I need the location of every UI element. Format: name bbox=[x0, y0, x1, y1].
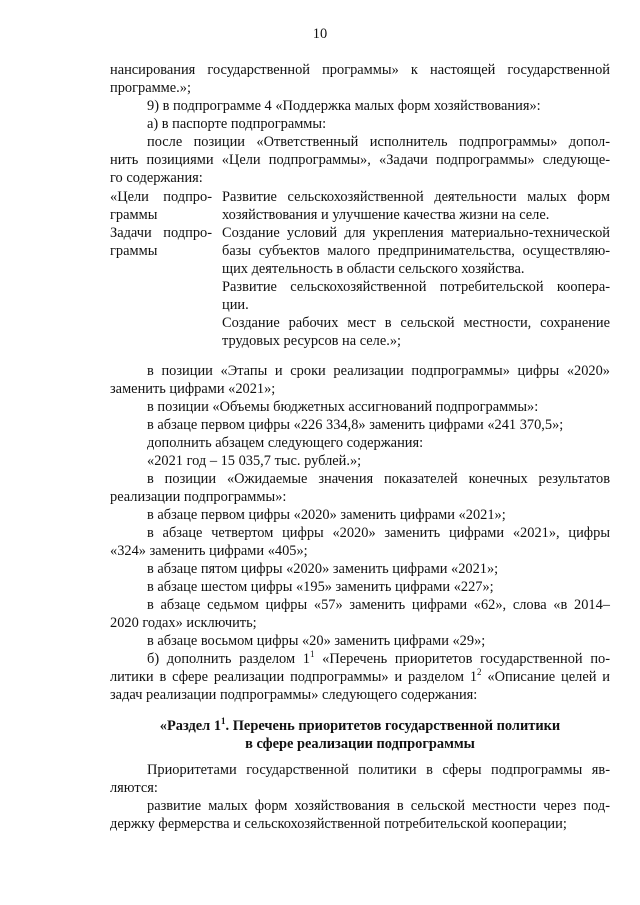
text-line: после позиции «Ответственный исполнитель подпрограммы» допол- bbox=[147, 134, 610, 150]
text-line: в абзаце первом цифры «226 334,8» заменить цифрами «241 370,5»; bbox=[147, 417, 564, 433]
text-line: в позиции «Этапы и сроки реализации подпрограммы» цифры «2020» bbox=[147, 363, 610, 379]
table-text: Развитие сельскохозяйственной деятельности малых форм bbox=[222, 189, 610, 205]
text-line: развитие малых форм хозяйствования в сельской местности через под- bbox=[147, 798, 610, 814]
text-line: в абзаце четвертом цифры «2020» заменить цифрами «2021», цифры bbox=[147, 525, 610, 541]
table-label: граммы bbox=[110, 243, 158, 259]
table-text: Создание рабочих мест в сельской местности, сохранение bbox=[222, 315, 610, 331]
table-label: Задачи подпро- bbox=[110, 225, 212, 241]
table-text: базы субъектов малого предпринимательства, осуществляю- bbox=[222, 243, 610, 259]
table-text: Развитие сельскохозяйственной потребительской коопера- bbox=[222, 279, 610, 295]
text-line: а) в паспорте подпрограммы: bbox=[147, 116, 327, 132]
text-line: «324» заменить цифрами «405»; bbox=[110, 543, 308, 559]
text-line: литики в сфере реализации подпрограммы» и разделом $1^2$ «Описание целей и bbox=[110, 667, 610, 685]
table-text: Создание условий для укрепления материально-технической bbox=[222, 225, 610, 241]
text-line: заменить цифрами «2021»; bbox=[110, 381, 276, 397]
table-text: ции. bbox=[222, 297, 249, 313]
text-line: в абзаце пятом цифры «2020» заменить цифрами «2021»; bbox=[147, 561, 499, 577]
table-text: щих деятельность в области сельского хозяйства. bbox=[222, 261, 525, 277]
table-label: «Цели подпро- bbox=[110, 189, 212, 205]
page-number: 10 bbox=[312, 26, 328, 42]
table-text: хозяйствования и улучшение качества жизни на селе. bbox=[222, 207, 550, 223]
section-heading: «Раздел $1^1$. Перечень приоритетов государственной политики bbox=[159, 716, 561, 734]
table-label: граммы bbox=[110, 207, 158, 223]
section-heading-line-2: в сфере реализации подпрограммы bbox=[245, 736, 475, 752]
text-line: программе.»; bbox=[110, 80, 191, 96]
text-line: 2020 годах» исключить; bbox=[110, 615, 257, 631]
text-line: держку фермерства и сельскохозяйственной потребительской кооперации; bbox=[110, 816, 567, 832]
table-text: трудовых ресурсов на селе.»; bbox=[222, 333, 402, 349]
text-line: в абзаце первом цифры «2020» заменить цифрами «2021»; bbox=[147, 507, 506, 523]
text-line: в абзаце восьмом цифры «20» заменить цифрами «29»; bbox=[147, 633, 486, 649]
text-line: нить позициями «Цели подпрограммы», «Задачи подпрограммы» следующе- bbox=[110, 152, 610, 168]
text-line: в абзаце седьмом цифры «57» заменить цифрами «62», слова «в 2014– bbox=[147, 597, 610, 613]
text-line: нансирования государственной программы» к настоящей государственной bbox=[110, 62, 610, 78]
text-line: в абзаце шестом цифры «195» заменить цифрами «227»; bbox=[147, 579, 494, 595]
text-line: «2021 год – 15 035,7 тыс. рублей.»; bbox=[147, 453, 362, 469]
text-line: задач реализации подпрограммы» следующего содержания: bbox=[110, 687, 478, 703]
text-line: б) дополнить разделом $1^1$ «Перечень приоритетов государственной по- bbox=[147, 649, 611, 667]
text-line: го содержания: bbox=[110, 170, 203, 186]
text-line: в позиции «Ожидаемые значения показателей конечных результатов bbox=[147, 471, 610, 487]
text-line: 9) в подпрограмме 4 «Поддержка малых форм хозяйствования»: bbox=[147, 98, 541, 114]
text-line: Приоритетами государственной политики в сферы подпрограммы яв- bbox=[147, 762, 610, 778]
text-line: реализации подпрограммы»: bbox=[110, 489, 287, 505]
text-line: дополнить абзацем следующего содержания: bbox=[147, 435, 424, 451]
text-line: ляются: bbox=[110, 780, 158, 796]
text-line: в позиции «Объемы бюджетных ассигнований подпрограммы»: bbox=[147, 399, 539, 415]
